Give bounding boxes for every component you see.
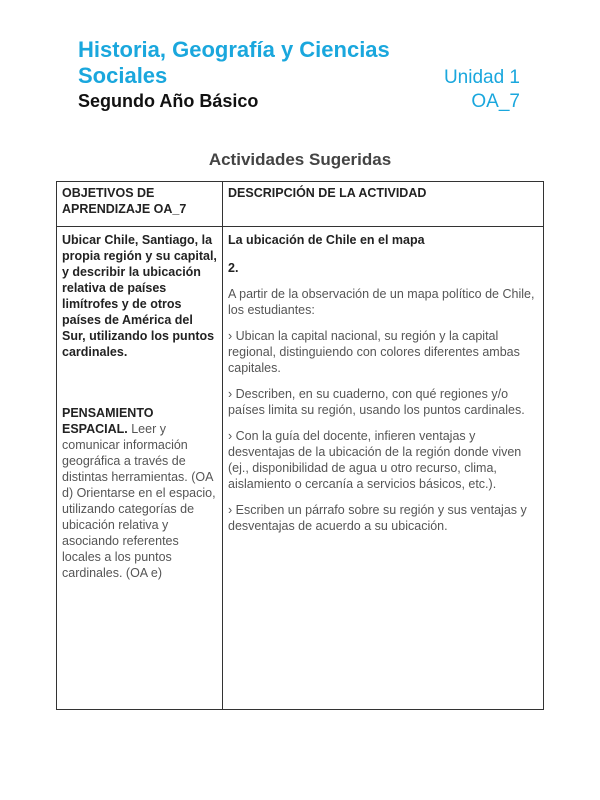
table-body-row: [57, 227, 544, 710]
document-header: [78, 37, 520, 114]
activity-intro: A partir de la observación de un mapa político de Chile, los estudiantes:: [228, 287, 535, 317]
description-column-header: DESCRIPCIÓN DE LA ACTIVIDAD: [223, 182, 544, 227]
objective-text: Ubicar Chile, Santiago, la propia región y su capital, y describir la ubicación relativa de países limítrofes y de otros países de América del Sur, utilizando los puntos cardinales.: [62, 233, 217, 359]
activity-step-2: › Describen, en su cuaderno, con qué regiones y/o países limita su región, usando los puntos cardinales.: [228, 387, 525, 417]
activity-step-4: › Escriben un párrafo sobre su región y sus ventajas y desventajas de acuerdo a su ubicación.: [228, 503, 527, 533]
section-title: Actividades Sugeridas: [208, 150, 392, 169]
subject-title-line2: Sociales: [78, 63, 168, 88]
subject-unit-row: [78, 63, 520, 89]
objectives-cell: [57, 227, 223, 710]
description-cell: [223, 227, 544, 710]
activities-table: [56, 181, 544, 710]
subject-title-line1: Historia, Geografía y Ciencias: [78, 37, 390, 62]
table-header-row: [57, 182, 544, 227]
skill-text: Leer y comunicar información geográfica a través de distintas herramientas. (OA d) Orientarse en el espacio, utilizando categorías de ubicación relativa y asociando referentes locales a los puntos cardinales. (OA e): [62, 422, 216, 580]
activity-number: 2.: [228, 261, 239, 275]
unit-label: Unidad 1: [443, 67, 520, 88]
skill-title: PENSAMIENTO ESPACIAL.: [62, 406, 154, 436]
activity-step-3: › Con la guía del docente, infieren ventajas y desventajas de la ubicación de la región donde viven (ej., disponibilidad de agua u otro recurso, clima, aislamiento o cercanía a servicios básicos, etc.).: [228, 429, 522, 491]
skill-block: [62, 405, 217, 581]
activity-step-1: › Ubican la capital nacional, su región y la capital regional, distinguiendo con colores diferentes ambas capitales.: [228, 329, 520, 375]
oa-code-label: OA_7: [471, 91, 520, 112]
activity-title: La ubicación de Chile en el mapa: [228, 233, 425, 247]
grade-label: Segundo Año Básico: [78, 91, 259, 111]
objectives-column-header: OBJETIVOS DE APRENDIZAJE OA_7: [57, 182, 223, 227]
grade-oa-row: [78, 89, 520, 114]
